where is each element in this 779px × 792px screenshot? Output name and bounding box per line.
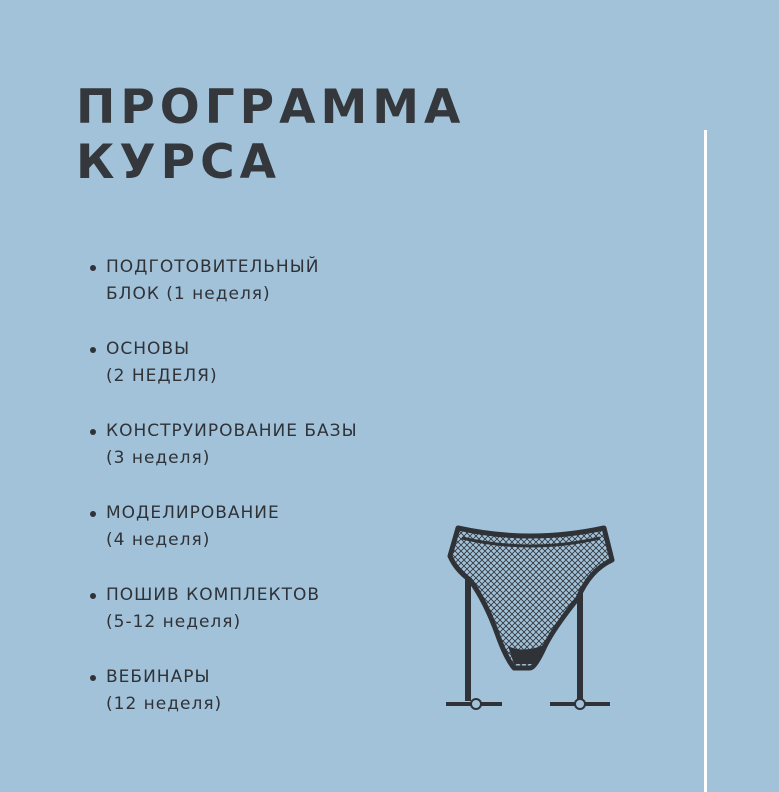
list-item [88,582,358,664]
list-item-subtitle: (3 неделя) [106,448,211,468]
list-item [88,336,358,418]
list-item-subtitle: (4 неделя) [106,530,211,550]
vertical-divider [704,130,707,792]
list-item [88,664,358,746]
course-program-list [88,254,358,746]
list-item-title: КОНСТРУИРОВАНИЕ БАЗЫ [106,421,358,441]
list-item-title: ПОДГОТОВИТЕЛЬНЫЙ [106,257,320,277]
list-item-subtitle: (2 НЕДЕЛЯ) [106,366,218,386]
list-item-title: ВЕБИНАРЫ [106,667,211,687]
list-item-subtitle: (5-12 неделя) [106,612,242,632]
title-line-2: КУРСА [76,135,281,190]
list-item [88,418,358,500]
list-item-title: МОДЕЛИРОВАНИЕ [106,503,280,523]
list-item [88,500,358,582]
list-item [88,254,358,336]
list-item-subtitle: (12 неделя) [106,694,223,714]
list-item-title: ОСНОВЫ [106,339,191,359]
lingerie-garter-belt-icon [440,518,620,718]
page-title [76,80,465,190]
list-item-subtitle: БЛОК (1 неделя) [106,284,271,304]
title-line-1: ПРОГРАММА [76,80,466,135]
list-item-title: ПОШИВ КОМПЛЕКТОВ [106,585,321,605]
